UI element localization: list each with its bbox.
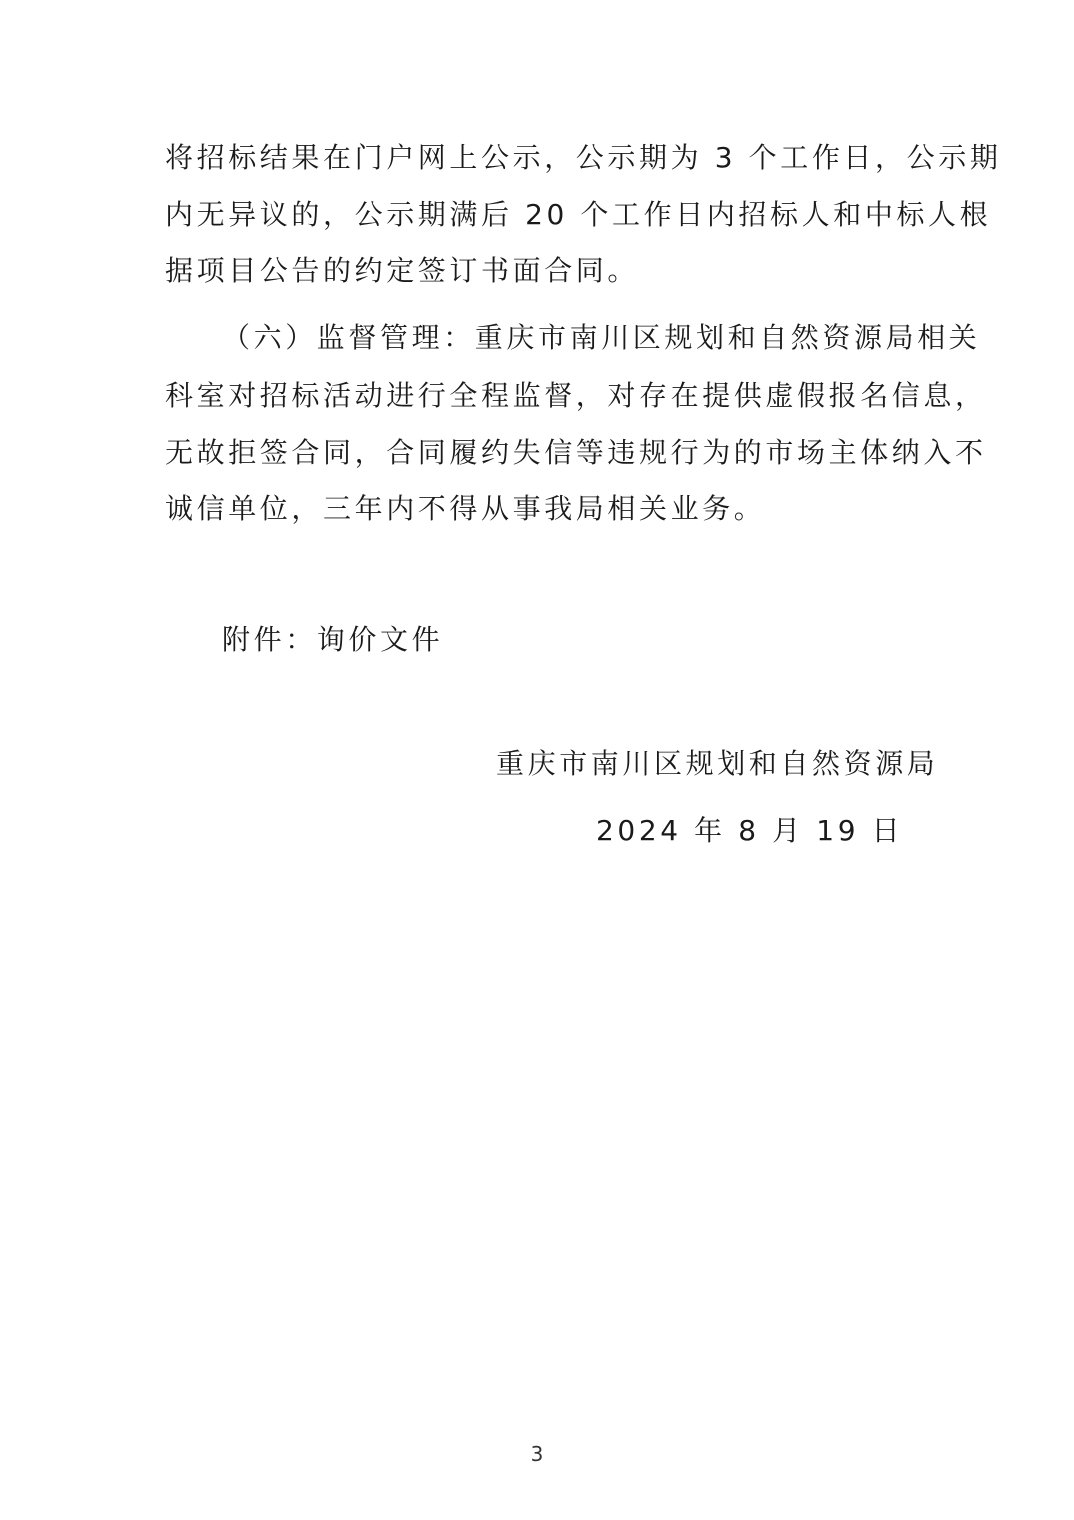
paragraph-line: 内无异议的，公示期满后 20 个工作日内招标人和中标人根 bbox=[165, 198, 992, 231]
page-number: 3 bbox=[530, 1442, 544, 1466]
paragraph-line: 科室对招标活动进行全程监督，对存在提供虚假报名信息， bbox=[165, 379, 987, 412]
paragraph-line: 无故拒签合同，合同履约失信等违规行为的市场主体纳入不 bbox=[165, 436, 987, 469]
paragraph-line: 据项目公告的约定签订书面合同。 bbox=[165, 254, 640, 287]
signature-date: 2024 年 8 月 19 日 bbox=[596, 814, 904, 847]
paragraph-line: 诚信单位，三年内不得从事我局相关业务。 bbox=[165, 492, 766, 525]
signature-organization: 重庆市南川区规划和自然资源局 bbox=[496, 747, 939, 780]
paragraph-line: （六）监督管理：重庆市南川区规划和自然资源局相关 bbox=[222, 321, 981, 354]
attachment-label: 附件：询价文件 bbox=[222, 623, 444, 656]
paragraph-line: 将招标结果在门户网上公示，公示期为 3 个工作日，公示期 bbox=[165, 141, 1002, 174]
